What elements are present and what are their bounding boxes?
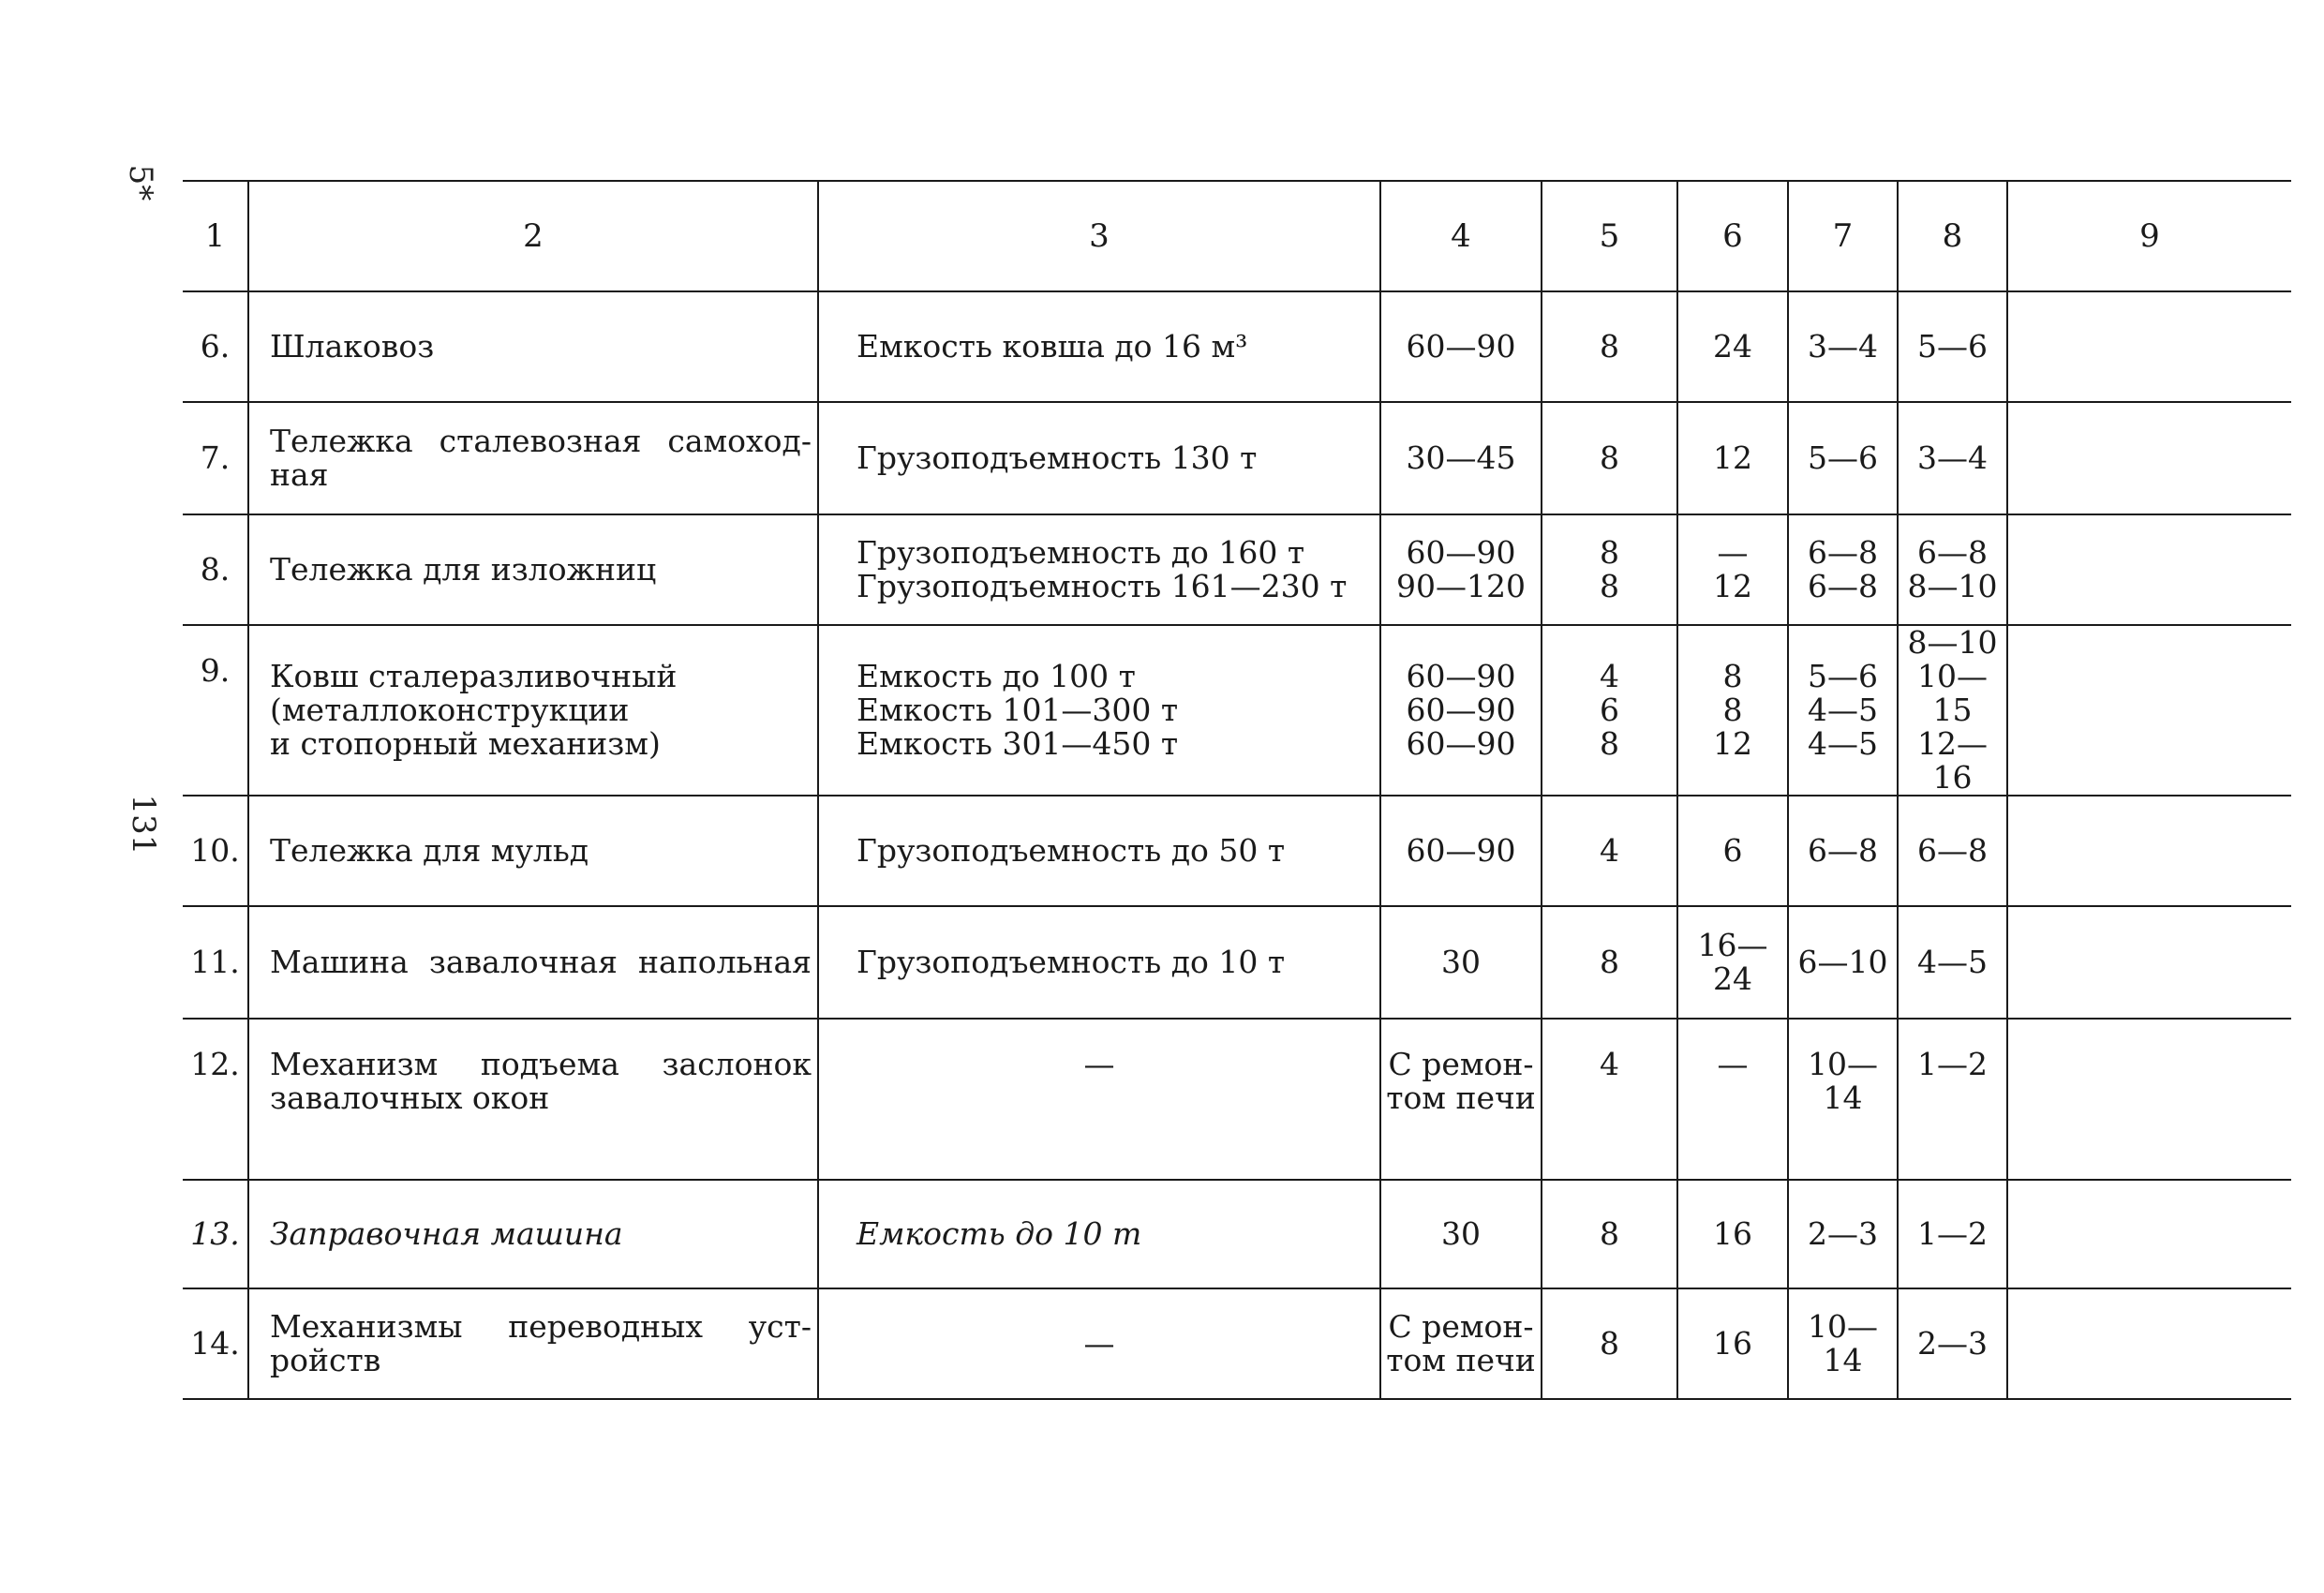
table-row — [183, 625, 2291, 796]
row-number: 10. — [190, 832, 240, 869]
cell-col5: 4 6 8 — [1542, 625, 1677, 796]
cell-col8: 2—3 — [1898, 1288, 2007, 1399]
table-row — [183, 1019, 2291, 1180]
equipment-name: Шлаковоз — [248, 291, 818, 402]
row-number: 13. — [190, 1215, 240, 1252]
row-number: 12. — [190, 1046, 240, 1082]
cell-col9 — [2007, 1288, 2291, 1399]
cell-col8: 3—4 — [1898, 402, 2007, 514]
cell-col9 — [2007, 906, 2291, 1019]
cell-col6: 12 — [1677, 402, 1788, 514]
cell-col8: 1—2 — [1898, 1019, 2007, 1180]
cell-col6: 8 8 12 — [1677, 625, 1788, 796]
cell-col7: 6—8 — [1788, 796, 1898, 906]
equipment-parameter: — — [818, 1288, 1380, 1399]
col-header-8: 8 — [1898, 181, 2007, 291]
equipment-name: Заправочная машина — [248, 1180, 818, 1288]
cell-col4: 60—90 60—90 60—90 — [1380, 625, 1542, 796]
equipment-parameter: — — [818, 1019, 1380, 1180]
equipment-parameter: Грузоподъемность до 160 т Грузоподъемность 161—230 т — [818, 514, 1380, 625]
cell-col6: 6 — [1677, 796, 1788, 906]
cell-col9 — [2007, 514, 2291, 625]
row-number: 6. — [200, 328, 231, 365]
header-row — [183, 181, 2291, 291]
equipment-name: Машина завалочная напольная — [248, 906, 818, 1019]
cell-col9 — [2007, 1019, 2291, 1180]
equipment-name: Механизмы переводных уст- ройств — [248, 1288, 818, 1399]
cell-col6: — — [1677, 1019, 1788, 1180]
cell-col5: 8 — [1542, 291, 1677, 402]
cell-col8: 5—6 — [1898, 291, 2007, 402]
table-row — [183, 291, 2291, 402]
cell-col9 — [2007, 402, 2291, 514]
equipment-name: Тележка для мульд — [248, 796, 818, 906]
cell-col4: 60—90 — [1380, 291, 1542, 402]
table-row — [183, 514, 2291, 625]
cell-col4: 60—90 — [1380, 796, 1542, 906]
page-number: 131 — [125, 794, 162, 856]
cell-col5: 8 — [1542, 906, 1677, 1019]
equipment-parameter: Емкость до 10 т — [818, 1180, 1380, 1288]
row-number: 14. — [190, 1325, 240, 1362]
cell-col9 — [2007, 625, 2291, 796]
cell-col5: 8 — [1542, 402, 1677, 514]
cell-col9 — [2007, 1180, 2291, 1288]
equipment-parameter: Емкость до 100 т Емкость 101—300 т Емкость 301—450 т — [818, 625, 1380, 796]
equipment-parameter: Грузоподъемность до 50 т — [818, 796, 1380, 906]
equipment-name: Тележка для изложниц — [248, 514, 818, 625]
cell-col8: 1—2 — [1898, 1180, 2007, 1288]
row-number: 11. — [190, 944, 240, 980]
cell-col7: 6—8 6—8 — [1788, 514, 1898, 625]
cell-col8: 6—8 8—10 — [1898, 514, 2007, 625]
cell-col8: 6—8 — [1898, 796, 2007, 906]
col-header-3: 3 — [818, 181, 1380, 291]
cell-col6: 16 — [1677, 1288, 1788, 1399]
row-number: 9. — [200, 652, 231, 689]
cell-col5: 4 — [1542, 796, 1677, 906]
col-header-1: 1 — [204, 217, 226, 255]
cell-col4: С ремон- том печи — [1380, 1019, 1542, 1180]
cell-col6: 16 — [1677, 1180, 1788, 1288]
row-number: 7. — [200, 439, 231, 476]
cell-col4: С ремон- том печи — [1380, 1288, 1542, 1399]
cell-col7: 5—6 — [1788, 402, 1898, 514]
col-header-9: 9 — [2007, 181, 2291, 291]
cell-col4: 60—90 90—120 — [1380, 514, 1542, 625]
cell-col7: 3—4 — [1788, 291, 1898, 402]
cell-col9 — [2007, 291, 2291, 402]
cell-col9 — [2007, 796, 2291, 906]
col-header-4: 4 — [1380, 181, 1542, 291]
cell-col7: 2—3 — [1788, 1180, 1898, 1288]
cell-col5: 8 — [1542, 1180, 1677, 1288]
col-header-2: 2 — [248, 181, 818, 291]
row-number: 8. — [200, 551, 231, 588]
cell-col4: 30 — [1380, 1180, 1542, 1288]
equipment-parameter: Емкость ковша до 16 м³ — [818, 291, 1380, 402]
cell-col6: — 12 — [1677, 514, 1788, 625]
equipment-name: Тележка сталевозная самоход- ная — [248, 402, 818, 514]
cell-col7: 6—10 — [1788, 906, 1898, 1019]
cell-col5: 8 — [1542, 1288, 1677, 1399]
cell-col7: 5—6 4—5 4—5 — [1788, 625, 1898, 796]
cell-col4: 30 — [1380, 906, 1542, 1019]
table-row — [183, 1180, 2291, 1288]
cell-col5: 8 8 — [1542, 514, 1677, 625]
col-header-7: 7 — [1788, 181, 1898, 291]
cell-col7: 10—14 — [1788, 1288, 1898, 1399]
cell-col8: 8—10 10—15 12—16 — [1898, 625, 2007, 796]
equipment-parameter: Грузоподъемность до 10 т — [818, 906, 1380, 1019]
table-row — [183, 796, 2291, 906]
table-row — [183, 906, 2291, 1019]
table-row — [183, 402, 2291, 514]
col-header-5: 5 — [1542, 181, 1677, 291]
cell-col7: 10—14 — [1788, 1019, 1898, 1180]
col-header-6: 6 — [1677, 181, 1788, 291]
cell-col6: 24 — [1677, 291, 1788, 402]
cell-col4: 30—45 — [1380, 402, 1542, 514]
equipment-name: Механизм подъема заслонок завалочных окон — [248, 1019, 818, 1180]
cell-col6: 16—24 — [1677, 906, 1788, 1019]
cell-col5: 4 — [1542, 1019, 1677, 1180]
equipment-table — [183, 180, 2291, 1400]
equipment-name: Ковш сталеразливочный (металлоконструкции и стопорный механизм) — [248, 625, 818, 796]
table-row — [183, 1288, 2291, 1399]
cell-col8: 4—5 — [1898, 906, 2007, 1019]
equipment-parameter: Грузоподъемность 130 т — [818, 402, 1380, 514]
signature-mark: 5* — [122, 164, 159, 201]
